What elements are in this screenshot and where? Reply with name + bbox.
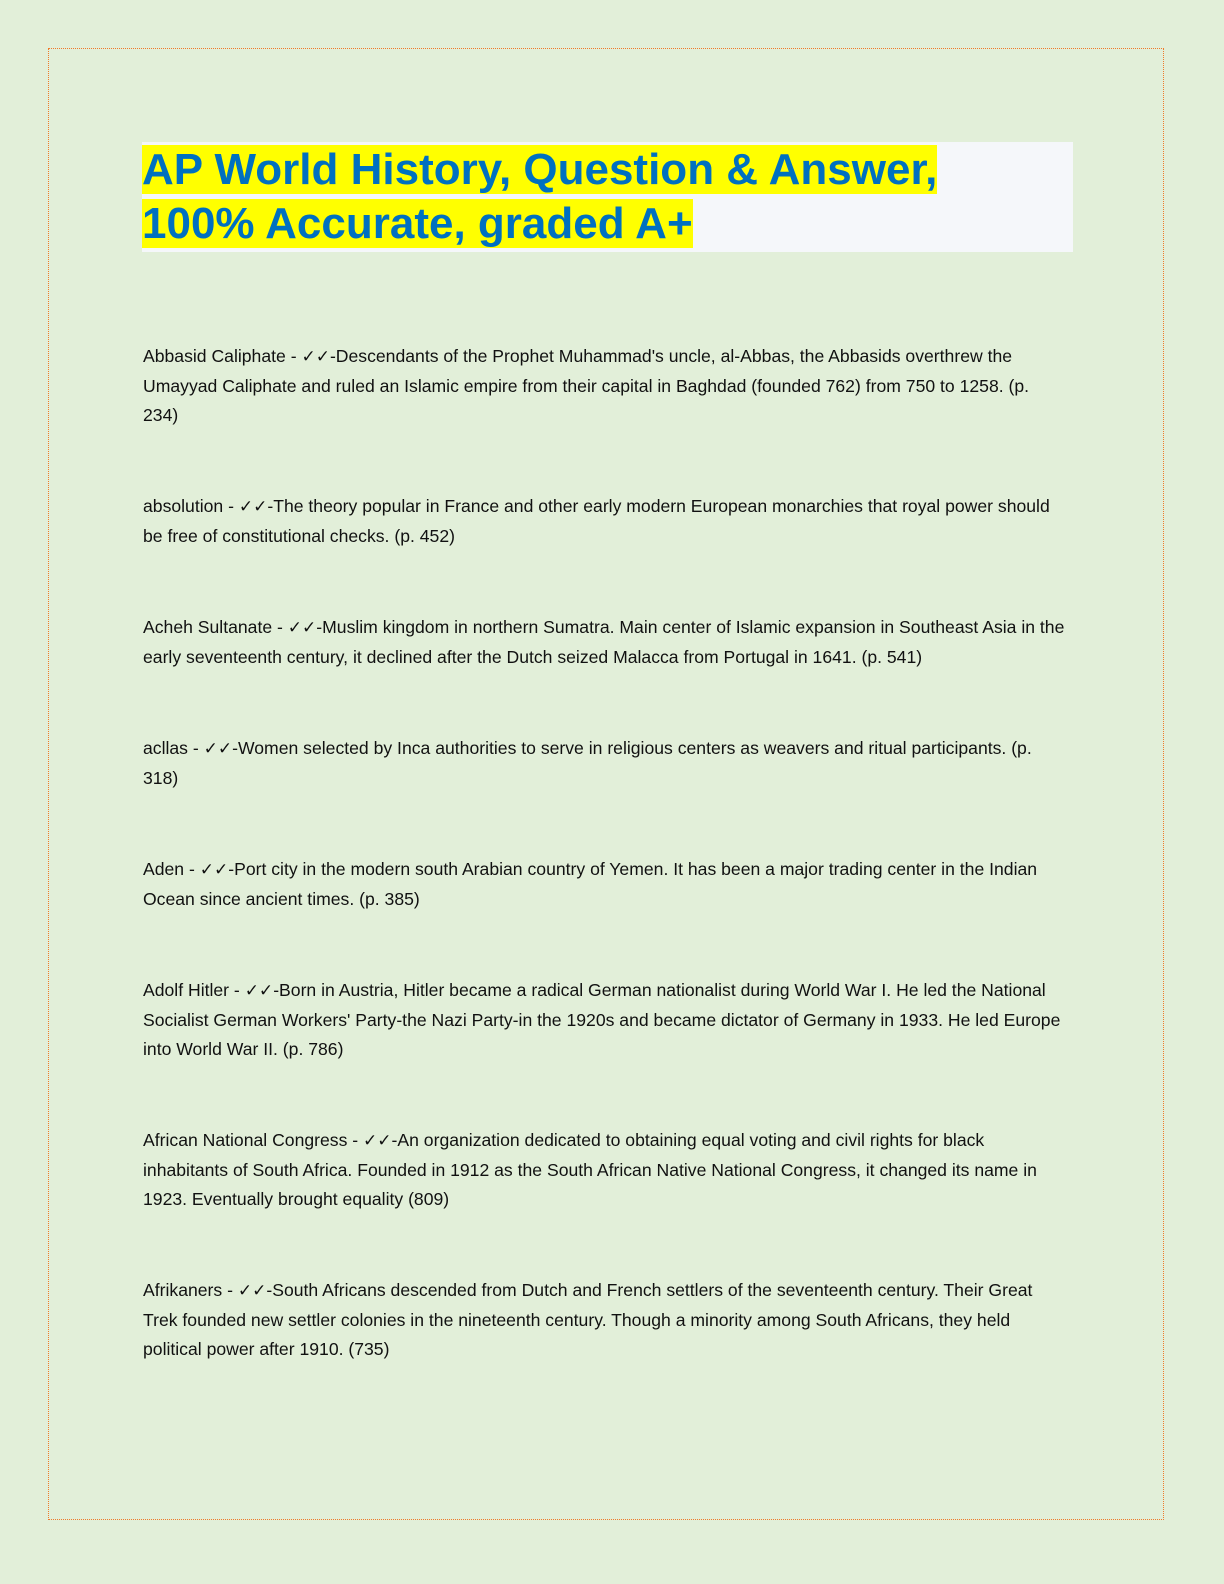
glossary-list	[143, 342, 1068, 1426]
entry-separator: -	[347, 1130, 364, 1150]
title-line-1: AP World History, Question & Answer,	[142, 145, 938, 194]
double-check-icon: ✓✓	[287, 618, 317, 638]
entry-term: Aden	[143, 859, 185, 879]
page-title	[142, 143, 937, 251]
entry-definition: -South Africans descended from Dutch and French settlers of the seventeenth century. Their Great Trek founded new settler colonies in the nineteenth century. Though a minority among South Africans, they held political power after 1910. (735)	[143, 1280, 1033, 1359]
entry-definition: -An organization dedicated to obtaining equal voting and civil rights for black inhabitants of South Africa. Founded in 1912 as the South African Native National Congress, it changed its name in 1923. Eventually brought equality (809)	[143, 1130, 1037, 1209]
entry-separator: -	[222, 1280, 238, 1300]
glossary-entry	[143, 342, 1068, 430]
glossary-entry	[143, 855, 1068, 914]
entry-term: Acheh Sultanate	[143, 617, 273, 637]
entry-separator: -	[229, 980, 245, 1000]
double-check-icon: ✓✓	[301, 347, 330, 367]
double-check-icon: ✓✓	[199, 860, 229, 880]
entry-definition: -Born in Austria, Hitler became a radical German nationalist during World War I. He led the National Socialist German Workers' Party-the Nazi Party-in the 1920s and became dictator of Germany in 1933. He led Europe into World War II. (p. 786)	[143, 980, 1061, 1059]
entry-term: Adolf Hitler	[143, 980, 230, 1000]
glossary-entry	[143, 1126, 1068, 1214]
entry-term: African National Congress	[143, 1130, 348, 1150]
double-check-icon: ✓✓	[237, 1281, 267, 1301]
double-check-icon: ✓✓	[238, 497, 268, 517]
entry-term: Abbasid Caliphate	[143, 346, 286, 366]
entry-separator: -	[223, 496, 239, 516]
title-line-2: 100% Accurate, graded A+	[142, 199, 693, 248]
entry-definition: -The theory popular in France and other early modern European monarchies that royal power should be free of constitutional checks. (p. 452)	[143, 496, 1050, 546]
entry-definition: -Port city in the modern south Arabian country of Yemen. It has been a major trading center in the Indian Ocean since ancient times. (p. 385)	[143, 859, 1038, 909]
glossary-entry	[143, 734, 1068, 793]
entry-separator: -	[272, 617, 288, 637]
glossary-entry	[143, 492, 1068, 551]
double-check-icon: ✓✓	[363, 1131, 392, 1151]
entry-definition: -Muslim kingdom in northern Sumatra. Main center of Islamic expansion in Southeast Asia in the early seventeenth century, it declined after the Dutch seized Malacca from Portugal in 1641. (p. 541)	[143, 617, 1065, 667]
entry-definition: -Descendants of the Prophet Muhammad's uncle, al-Abbas, the Abbasids overthrew the Umayyad Caliphate and ruled an Islamic empire from their capital in Baghdad (founded 762) from 750 to 1258. (p. 234)	[143, 346, 1030, 425]
entry-term: Afrikaners	[143, 1280, 223, 1300]
entry-term: acllas	[143, 738, 188, 758]
glossary-entry	[143, 976, 1068, 1064]
glossary-entry	[143, 613, 1068, 672]
glossary-entry	[143, 1276, 1068, 1364]
entry-definition: -Women selected by Inca authorities to serve in religious centers as weavers and ritual participants. (p. 318)	[143, 738, 1032, 788]
double-check-icon: ✓✓	[244, 981, 274, 1001]
entry-separator: -	[187, 738, 204, 758]
entry-term: absolution	[143, 496, 224, 516]
double-check-icon: ✓✓	[203, 739, 233, 759]
entry-separator: -	[285, 346, 302, 366]
entry-separator: -	[184, 859, 200, 879]
